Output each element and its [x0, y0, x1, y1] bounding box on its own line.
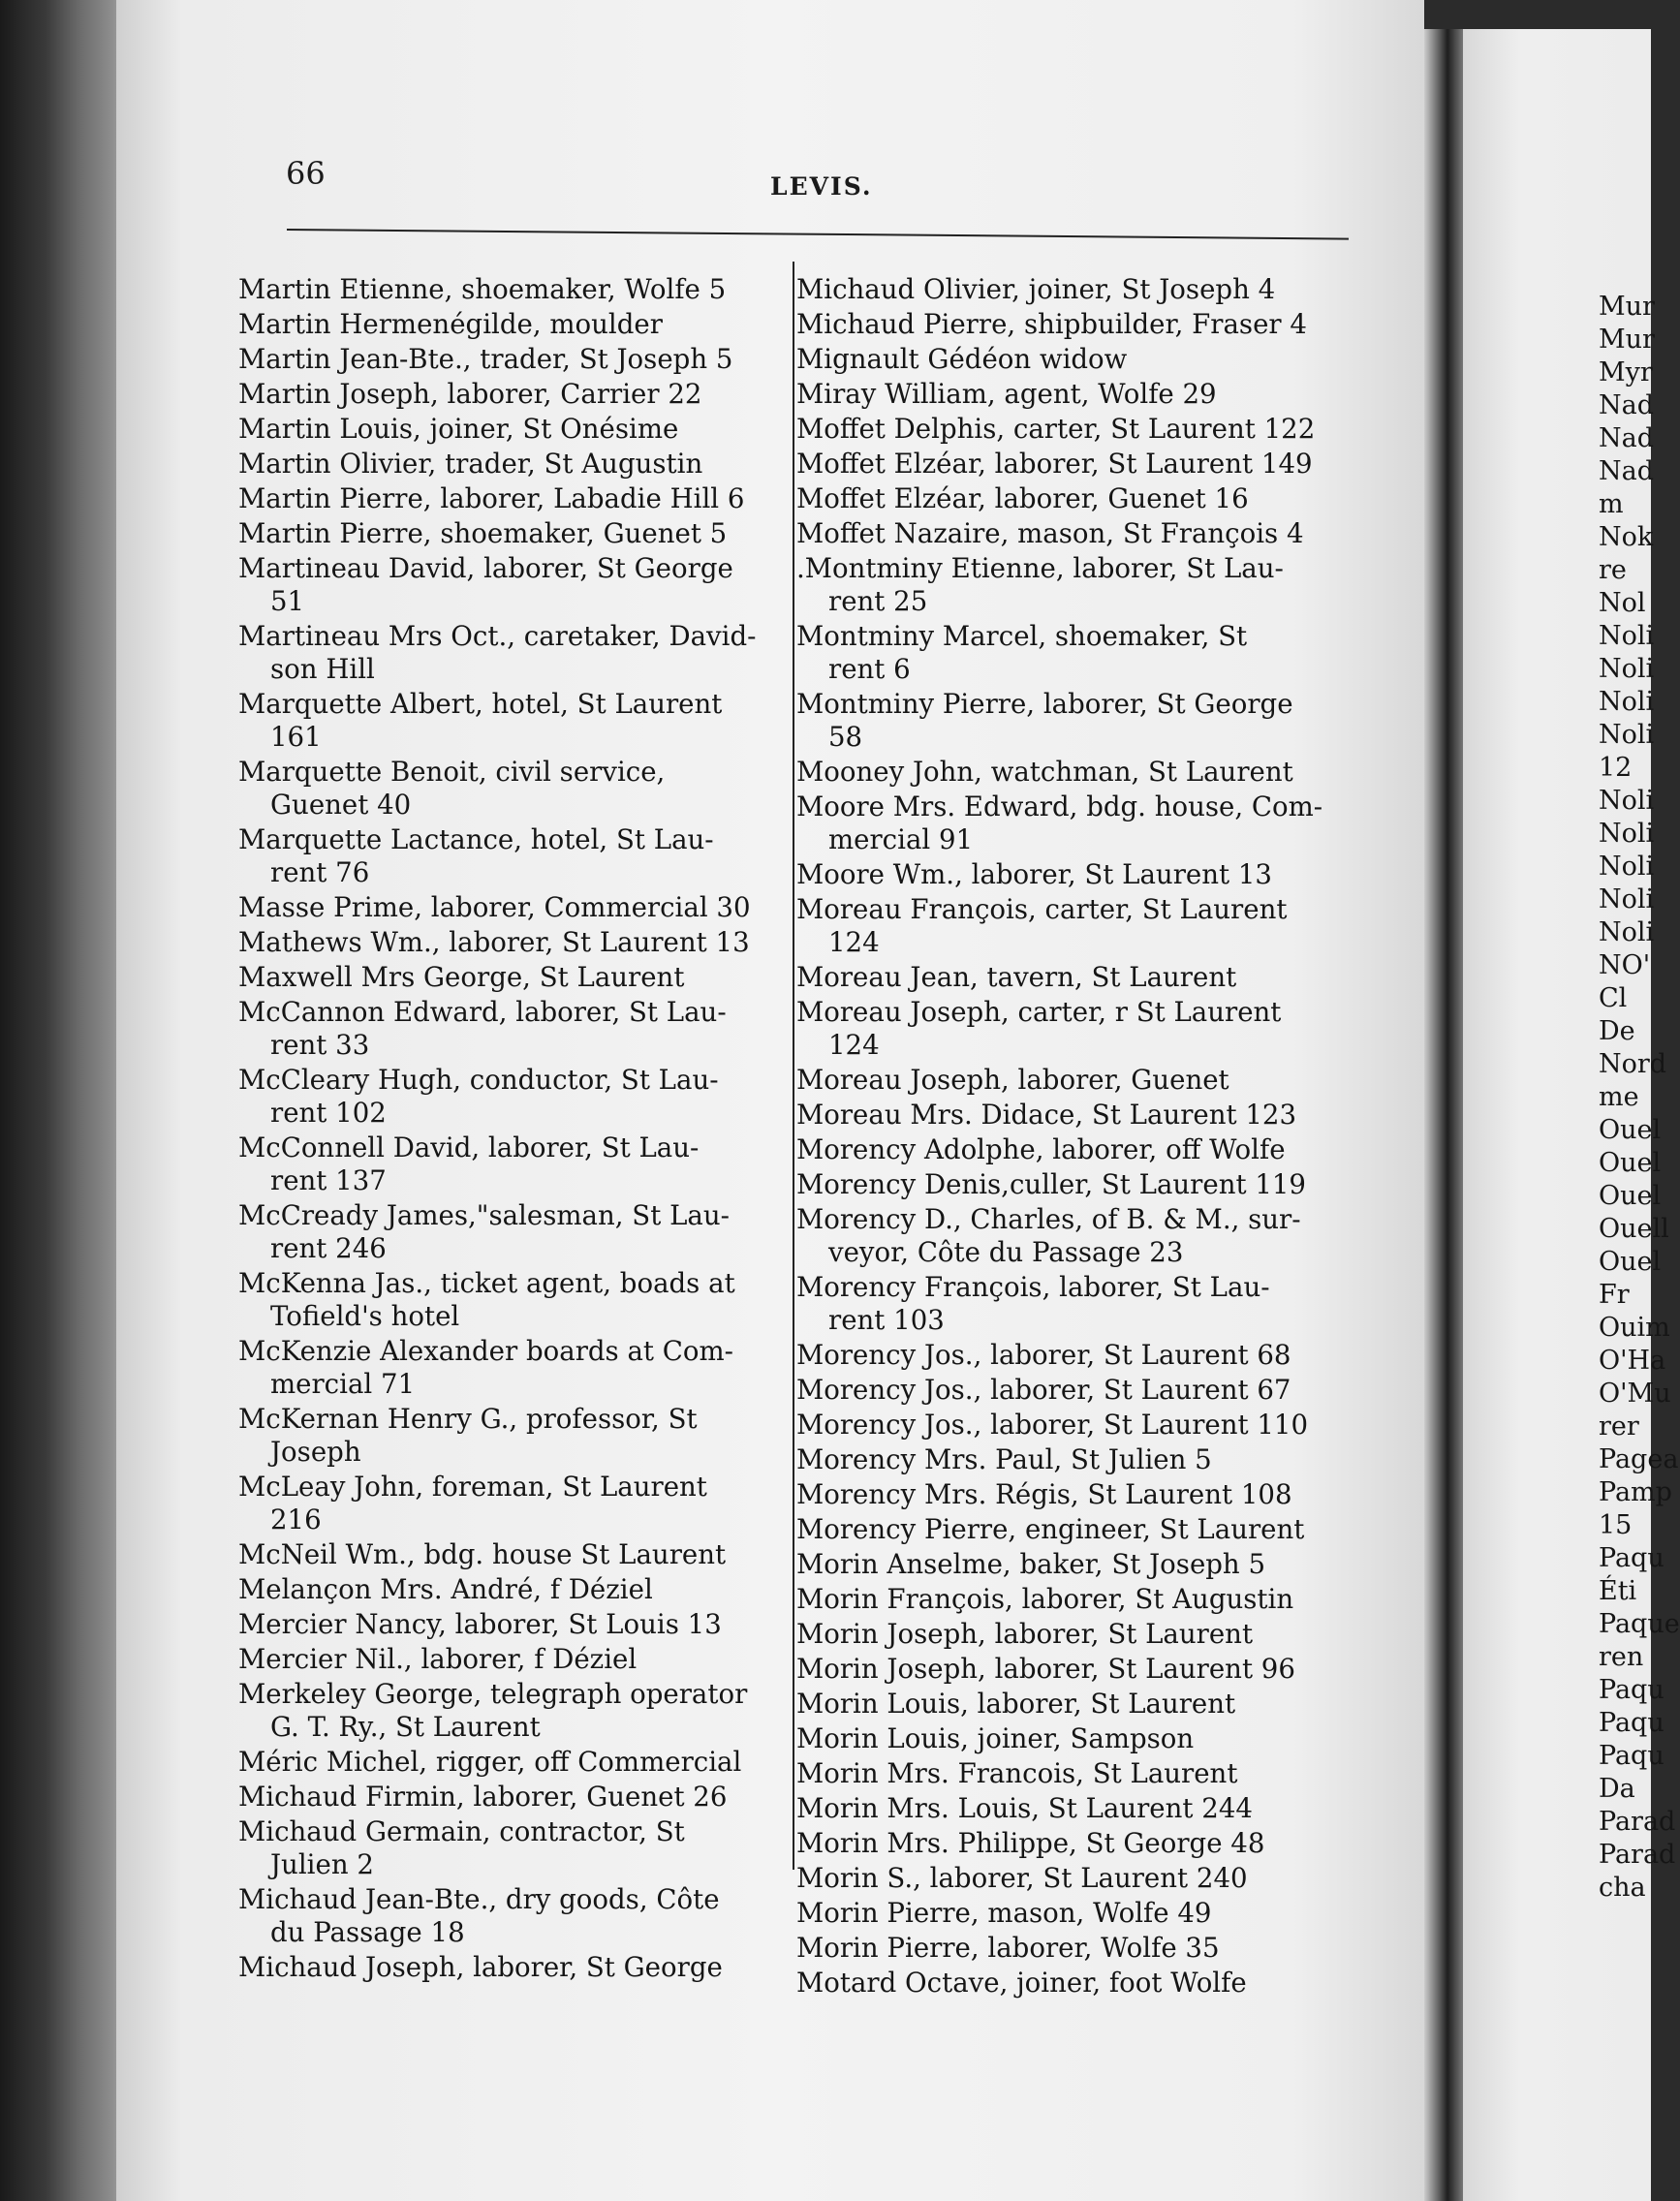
directory-entry: [238, 996, 802, 1062]
next-page-fragment: Noli: [1599, 917, 1655, 947]
directory-entry: [238, 823, 802, 889]
next-page-fragment: Pamp: [1599, 1477, 1672, 1507]
directory-entry: [796, 552, 1354, 618]
directory-entry: [796, 1339, 1354, 1372]
entry-continuation: rent 25: [828, 585, 928, 617]
next-page-fragment: Mur: [1599, 292, 1655, 322]
entry-text: Motard Octave, joiner, foot Wolfe: [796, 1967, 1247, 1999]
entry-text: Michaud Joseph, laborer, St George: [238, 1951, 723, 1983]
entry-text: Moreau Mrs. Didace, St Laurent 123: [796, 1099, 1297, 1131]
directory-entry: [796, 1688, 1354, 1720]
next-page-fragment: Noli: [1599, 621, 1655, 651]
entry-text: Morin Louis, joiner, Sampson: [796, 1722, 1195, 1754]
entry-text: Moffet Elzéar, laborer, St Laurent 149: [796, 448, 1313, 480]
entry-text: Michaud Jean-Bte., dry goods, Côte: [238, 1883, 720, 1915]
entry-text: Moore Wm., laborer, St Laurent 13: [796, 858, 1272, 890]
next-page-fragment: Noli: [1599, 852, 1655, 882]
entry-text: Morency Jos., laborer, St Laurent 68: [796, 1339, 1291, 1371]
directory-entry: [238, 1883, 802, 1949]
entry-continuation: veyor, Côte du Passage 23: [828, 1236, 1184, 1268]
entry-continuation: 161: [270, 721, 322, 753]
directory-entry: [796, 343, 1354, 376]
directory-entry: [796, 413, 1354, 446]
next-page-fragment: Noli: [1599, 654, 1655, 684]
entry-continuation: rent 103: [828, 1304, 945, 1336]
next-page-fragment: Mur: [1599, 325, 1655, 355]
directory-entry: [796, 1827, 1354, 1860]
directory-entry: [796, 1374, 1354, 1407]
running-head: LEVIS.: [770, 172, 873, 201]
next-page-fragment: Ouel: [1599, 1181, 1662, 1211]
directory-entry: [238, 1132, 802, 1197]
next-page-fragment: Ouel: [1599, 1115, 1662, 1145]
entry-continuation: rent 76: [270, 856, 370, 888]
directory-entry: [238, 1573, 802, 1606]
next-page-fragment: Nord: [1599, 1049, 1667, 1079]
entry-text: Mignault Gédéon widow: [796, 343, 1128, 375]
entry-text: Morency Adolphe, laborer, off Wolfe: [796, 1133, 1286, 1165]
directory-entry: [238, 620, 802, 686]
directory-entry: [796, 1862, 1354, 1895]
directory-entry: [238, 1403, 802, 1469]
entry-continuation: rent 33: [270, 1029, 370, 1061]
entry-continuation: Tofield's hotel: [270, 1300, 460, 1332]
entry-continuation: Joseph: [270, 1436, 361, 1468]
next-page-fragment: Paqu: [1599, 1741, 1664, 1771]
directory-entry: [796, 1409, 1354, 1442]
entry-text: Morin Pierre, laborer, Wolfe 35: [796, 1932, 1220, 1964]
next-page-fragment: Noli: [1599, 687, 1655, 717]
entry-text: McLeay John, foreman, St Laurent: [238, 1471, 707, 1503]
entry-text: Morin Mrs. Francois, St Laurent: [796, 1757, 1238, 1789]
directory-entry: [796, 996, 1354, 1062]
directory-entry: [796, 1722, 1354, 1755]
entry-text: Moffet Delphis, carter, St Laurent 122: [796, 413, 1316, 445]
entry-continuation: Guenet 40: [270, 789, 412, 821]
entry-text: McKenzie Alexander boards at Com-: [238, 1335, 734, 1367]
directory-entry: [796, 1513, 1354, 1546]
next-page-fragment: Noli: [1599, 720, 1655, 750]
next-page-fragment: Paqu: [1599, 1708, 1664, 1738]
directory-entry: [238, 756, 802, 822]
next-page-fragment: Ouell: [1599, 1214, 1669, 1244]
next-page-fragment: cha: [1599, 1873, 1646, 1903]
directory-entry: [796, 1064, 1354, 1097]
entry-text: Morin François, laborer, St Augustin: [796, 1583, 1294, 1615]
next-page-fragment: Myr: [1599, 357, 1653, 388]
directory-entry: [796, 517, 1354, 550]
entry-continuation: mercial 71: [270, 1368, 416, 1400]
book-binding-edge: [0, 0, 131, 2201]
entry-text: McCready James,"salesman, St Lau-: [238, 1199, 730, 1231]
next-page-fragment: m: [1599, 489, 1624, 519]
directory-entry: [238, 552, 802, 618]
entry-text: McCannon Edward, laborer, St Lau-: [238, 996, 727, 1028]
next-page-fragment: Nad: [1599, 456, 1655, 486]
directory-entry: [238, 1199, 802, 1265]
entry-text: Mooney John, watchman, St Laurent: [796, 756, 1293, 788]
entry-text: Michaud Firmin, laborer, Guenet 26: [238, 1781, 728, 1813]
entry-text: Mathews Wm., laborer, St Laurent 13: [238, 926, 750, 958]
entry-text: McNeil Wm., bdg. house St Laurent: [238, 1538, 727, 1570]
directory-entry: [796, 1967, 1354, 2000]
directory-entry: [238, 1538, 802, 1571]
entry-text: Mercier Nil., laborer, f Déziel: [238, 1643, 638, 1675]
directory-entry: [796, 1897, 1354, 1930]
next-page-fragment: Nol: [1599, 588, 1646, 618]
next-page-fragment: Paque: [1599, 1609, 1680, 1639]
next-page-fragment: ren: [1599, 1642, 1644, 1672]
entry-continuation: 51: [270, 585, 305, 617]
entry-text: Montminy Pierre, laborer, St George: [796, 688, 1293, 720]
directory-entry: [796, 1583, 1354, 1616]
entry-text: Martin Hermenégilde, moulder: [238, 308, 663, 340]
entry-text: Miray William, agent, Wolfe 29: [796, 378, 1217, 410]
entry-text: Méric Michel, rigger, off Commercial: [238, 1746, 742, 1778]
next-page-fragment: Paqu: [1599, 1543, 1664, 1573]
directory-entry: [796, 1478, 1354, 1511]
directory-entry: [796, 1271, 1354, 1337]
directory-entry: [796, 1757, 1354, 1790]
entry-text: Moore Mrs. Edward, bdg. house, Com-: [796, 790, 1323, 822]
directory-entry: [238, 1643, 802, 1676]
entry-text: Morency Denis,culler, St Laurent 119: [796, 1168, 1306, 1200]
entry-text: Morin Joseph, laborer, St Laurent: [796, 1618, 1254, 1650]
right-column: [796, 273, 1354, 2001]
next-page-fragment: me: [1599, 1082, 1639, 1112]
entry-continuation: son Hill: [270, 653, 375, 685]
next-page-fragment: Noli: [1599, 786, 1655, 816]
directory-entry: [796, 1443, 1354, 1476]
next-page-fragment: Pagea: [1599, 1444, 1679, 1474]
next-page-fragment: NO': [1599, 950, 1651, 980]
entry-text: Michaud Pierre, shipbuilder, Fraser 4: [796, 308, 1307, 340]
entry-text: Marquette Benoit, civil service,: [238, 756, 666, 788]
directory-entry: [238, 1746, 802, 1779]
entry-text: Morency François, laborer, St Lau-: [796, 1271, 1270, 1303]
entry-text: Morin Mrs. Philippe, St George 48: [796, 1827, 1265, 1859]
entry-text: Melançon Mrs. André, f Déziel: [238, 1573, 653, 1605]
directory-entry: [796, 1133, 1354, 1166]
directory-entry: [796, 448, 1354, 480]
entry-text: Merkeley George, telegraph operator: [238, 1678, 748, 1710]
next-page-fragment: Noli: [1599, 884, 1655, 914]
directory-entry: [238, 517, 802, 550]
directory-entry: [796, 1548, 1354, 1581]
entry-text: Moreau Joseph, carter, r St Laurent: [796, 996, 1282, 1028]
entry-text: Martineau David, laborer, St George: [238, 552, 733, 584]
next-page-fragment: Ouim: [1599, 1313, 1670, 1343]
directory-entry: [796, 1653, 1354, 1686]
directory-entry: [796, 961, 1354, 994]
entry-text: Martin Etienne, shoemaker, Wolfe 5: [238, 273, 727, 305]
directory-entry: [238, 1335, 802, 1401]
next-page-fragment: Da: [1599, 1774, 1635, 1804]
directory-entry: [238, 482, 802, 515]
directory-entry: [796, 378, 1354, 411]
directory-entry: [238, 1608, 802, 1641]
entry-text: Moffet Nazaire, mason, St François 4: [796, 517, 1304, 549]
next-page-fragment: Parad: [1599, 1807, 1676, 1837]
directory-entry: [796, 1932, 1354, 1965]
entry-text: Morency D., Charles, of B. & M., sur-: [796, 1203, 1301, 1235]
entry-text: Moffet Elzéar, laborer, Guenet 16: [796, 482, 1249, 514]
directory-entry: [238, 1678, 802, 1744]
directory-entry: [796, 482, 1354, 515]
next-page-fragment: Noli: [1599, 819, 1655, 849]
directory-entry: [796, 1203, 1354, 1269]
directory-entry: [238, 1781, 802, 1814]
directory-entry: [238, 961, 802, 994]
entry-text: McKernan Henry G., professor, St: [238, 1403, 698, 1435]
directory-entry: [238, 413, 802, 446]
entry-text: Moreau François, carter, St Laurent: [796, 893, 1288, 925]
next-page-fragment: Nad: [1599, 390, 1655, 420]
directory-entry: [238, 1815, 802, 1881]
directory-entry: [238, 1471, 802, 1536]
entry-text: Martin Jean-Bte., trader, St Joseph 5: [238, 343, 733, 375]
next-page-fragment: Paqu: [1599, 1675, 1664, 1705]
next-page-fragment: rer: [1599, 1411, 1639, 1442]
directory-entry: [796, 790, 1354, 856]
entry-text: Morin S., laborer, St Laurent 240: [796, 1862, 1248, 1894]
entry-text: Montminy Marcel, shoemaker, St: [796, 620, 1248, 652]
directory-entry: [796, 273, 1354, 306]
next-page-fragments: [1599, 291, 1680, 1905]
next-page-fragment: 15: [1599, 1510, 1633, 1540]
entry-text: Marquette Lactance, hotel, St Lau-: [238, 823, 714, 855]
entry-text: Morency Mrs. Paul, St Julien 5: [796, 1443, 1212, 1475]
entry-text: Martineau Mrs Oct., caretaker, David-: [238, 620, 757, 652]
next-page-fragment: Parad: [1599, 1840, 1676, 1870]
entry-text: McConnell David, laborer, St Lau-: [238, 1132, 700, 1163]
entry-text: Martin Pierre, shoemaker, Guenet 5: [238, 517, 728, 549]
entry-text: Michaud Olivier, joiner, St Joseph 4: [796, 273, 1276, 305]
next-page-fragment: De: [1599, 1016, 1635, 1046]
directory-entry: [796, 756, 1354, 789]
entry-text: Marquette Albert, hotel, St Laurent: [238, 688, 723, 720]
next-page-fragment: O'Mu: [1599, 1379, 1671, 1409]
entry-text: Michaud Germain, contractor, St: [238, 1815, 685, 1847]
directory-entry: [238, 378, 802, 411]
directory-entry: [238, 926, 802, 959]
next-page-fragment: Nok: [1599, 522, 1654, 552]
next-page-fragment: Nad: [1599, 423, 1655, 453]
directory-entry: [238, 891, 802, 924]
entry-text: Moreau Joseph, laborer, Guenet: [796, 1064, 1229, 1096]
next-page-fragment: re: [1599, 555, 1627, 585]
entry-text: Martin Pierre, laborer, Labadie Hill 6: [238, 482, 745, 514]
entry-text: Masse Prime, laborer, Commercial 30: [238, 891, 751, 923]
entry-continuation: 124: [828, 1029, 880, 1061]
entry-text: Mercier Nancy, laborer, St Louis 13: [238, 1608, 722, 1640]
entry-continuation: rent 137: [270, 1164, 387, 1196]
entry-continuation: 124: [828, 926, 880, 958]
directory-entry: [238, 308, 802, 341]
next-page-fragment: Fr: [1599, 1280, 1630, 1310]
entry-text: Martin Joseph, laborer, Carrier 22: [238, 378, 702, 410]
entry-text: McCleary Hugh, conductor, St Lau-: [238, 1064, 719, 1096]
entry-continuation: du Passage 18: [270, 1916, 465, 1948]
directory-entry: [238, 1064, 802, 1130]
entry-text: Morency Jos., laborer, St Laurent 67: [796, 1374, 1291, 1406]
directory-entry: [796, 308, 1354, 341]
directory-entry: [238, 1267, 802, 1333]
entry-text: Morin Anselme, baker, St Joseph 5: [796, 1548, 1266, 1580]
entry-text: Moreau Jean, tavern, St Laurent: [796, 961, 1237, 993]
entry-continuation: mercial 91: [828, 823, 974, 855]
directory-entry: [796, 1099, 1354, 1132]
entry-continuation: rent 246: [270, 1232, 387, 1264]
next-page-fragment: 12: [1599, 753, 1633, 783]
next-page-fragment: O'Ha: [1599, 1346, 1666, 1376]
directory-entry: [238, 448, 802, 480]
entry-text: Morency Mrs. Régis, St Laurent 108: [796, 1478, 1292, 1510]
directory-entry: [238, 273, 802, 306]
book-gutter: [1424, 29, 1463, 2201]
entry-text: McKenna Jas., ticket agent, boads at: [238, 1267, 735, 1299]
next-page-fragment: Cl: [1599, 983, 1628, 1013]
entry-continuation: 58: [828, 721, 863, 753]
directory-entry: [238, 1951, 802, 1984]
entry-continuation: 216: [270, 1504, 322, 1535]
directory-entry: [796, 1792, 1354, 1825]
directory-entry: [796, 620, 1354, 686]
directory-entry: [796, 893, 1354, 959]
directory-entry: [796, 1618, 1354, 1651]
entry-continuation: rent 6: [828, 653, 911, 685]
entry-text: Martin Louis, joiner, St Onésime: [238, 413, 679, 445]
entry-text: Martin Olivier, trader, St Augustin: [238, 448, 703, 480]
entry-text: Morin Mrs. Louis, St Laurent 244: [796, 1792, 1253, 1824]
entry-text: .Montminy Etienne, laborer, St Lau-: [796, 552, 1284, 584]
directory-entry: [238, 343, 802, 376]
entry-continuation: Julien 2: [270, 1848, 374, 1880]
entry-continuation: G. T. Ry., St Laurent: [270, 1711, 541, 1743]
next-page-fragment: Éti: [1599, 1576, 1637, 1606]
entry-text: Maxwell Mrs George, St Laurent: [238, 961, 685, 993]
directory-entry: [796, 688, 1354, 754]
entry-text: Morin Pierre, mason, Wolfe 49: [796, 1897, 1212, 1929]
entry-text: Morency Pierre, engineer, St Laurent: [796, 1513, 1305, 1545]
directory-entry: [796, 858, 1354, 891]
entry-text: Morin Joseph, laborer, St Laurent 96: [796, 1653, 1295, 1685]
entry-text: Morin Louis, laborer, St Laurent: [796, 1688, 1236, 1720]
left-column: [238, 273, 802, 1986]
page-number: 66: [286, 155, 326, 192]
entry-text: Morency Jos., laborer, St Laurent 110: [796, 1409, 1309, 1441]
directory-entry: [796, 1168, 1354, 1201]
next-page-fragment: Ouel: [1599, 1247, 1662, 1277]
entry-continuation: rent 102: [270, 1097, 387, 1129]
next-page-fragment: Ouel: [1599, 1148, 1662, 1178]
directory-entry: [238, 688, 802, 754]
